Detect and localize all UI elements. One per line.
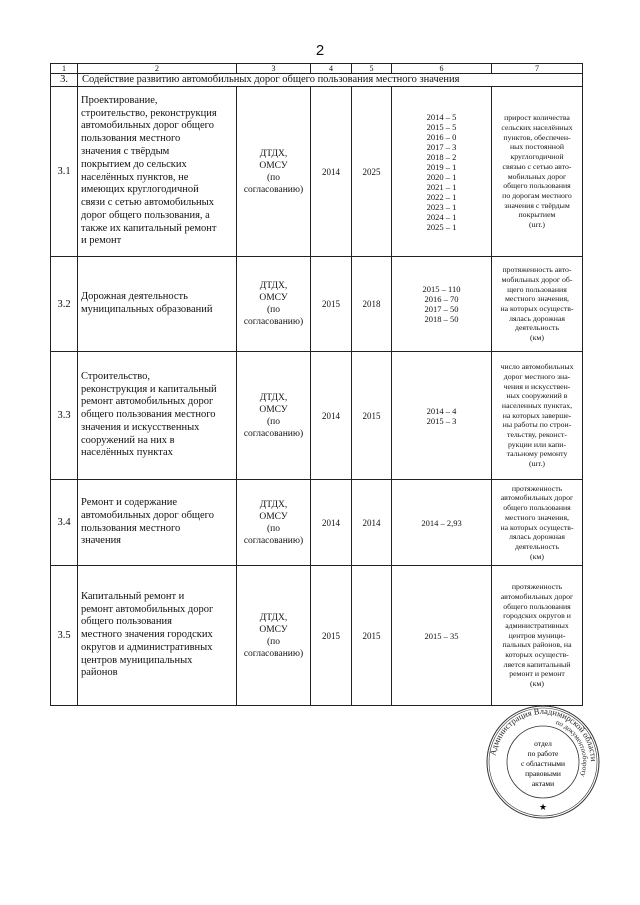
value-line: 2014 – 5 [426, 111, 457, 122]
indicator-line: общего пользования [503, 181, 571, 191]
indicator-line: пунктов, обеспечен- [503, 132, 571, 142]
activity-name-line: значения и искусственных [81, 421, 200, 433]
indicator-line: мобильных дорог об- [501, 274, 573, 284]
indicator-line: на которых осуществ- [500, 304, 574, 313]
activity-name-line: Ремонт и содержание [81, 496, 178, 508]
value-line: 2015 – 110 [422, 284, 461, 294]
start-year: 2015 [311, 566, 352, 706]
activity-name-line: значения [81, 535, 122, 547]
indicator-line: тальному ремонту [506, 449, 568, 459]
activity-name-line: сооружений на них в [81, 434, 175, 446]
value-line: 2018 – 50 [424, 314, 459, 324]
value-line: 2023 – 1 [426, 201, 457, 212]
activity-name-line: центров муниципальных [81, 654, 193, 666]
executor-line: согласованию) [243, 317, 304, 327]
executor-line: ОМСУ [259, 624, 288, 635]
value-line: 2017 – 50 [424, 304, 459, 314]
col-header: 5 [352, 64, 392, 74]
indicator-line: рукции или капи- [507, 439, 567, 449]
activity-name-line: автомобильных дорог общего [81, 120, 214, 132]
activity-name-line: местного значения городских [81, 629, 213, 641]
activity-name-line: Капитальный ремонт и [81, 590, 185, 602]
indicator-line: (км) [530, 679, 544, 689]
activity-name-line: пользования местного [81, 522, 181, 534]
activity-name-line: пользования местного [81, 133, 181, 145]
indicator-line: ремонт и ремонт [509, 669, 565, 679]
end-year: 2018 [352, 257, 392, 352]
indicator-line: прирост количества [504, 113, 570, 123]
stamp-center-line: актами [531, 779, 555, 788]
activity-name [78, 566, 237, 706]
indicator-values [392, 257, 492, 352]
executor-line: ДТДХ, [259, 612, 288, 623]
end-year: 2014 [352, 480, 392, 566]
activity-name-line: округов и административных [81, 641, 213, 653]
indicator-line: (шт.) [529, 459, 545, 469]
activity-name [78, 352, 237, 480]
indicator-line: лялась дорожная [509, 532, 565, 542]
activity-name-line: покрытием до сельских [81, 158, 187, 170]
activity-name-line: значения с твёрдым [81, 145, 170, 157]
executor-line: (по [267, 636, 280, 647]
executor-line: ДТДХ, [259, 499, 288, 510]
value-line: 2025 – 1 [426, 221, 457, 232]
activity-name-line: и ремонт [81, 235, 122, 247]
indicator-line: значения с твёрдым [504, 200, 570, 210]
indicator-line: по дорогам местного [502, 190, 572, 200]
indicator-line: тельству, реконст- [507, 430, 567, 440]
table-row [51, 87, 583, 257]
activity-name-line: районов [81, 667, 118, 679]
activity-name-line: общего пользования местного [81, 409, 216, 421]
indicator-line: ляется капитальный [503, 659, 571, 669]
header-row [51, 64, 583, 74]
executor-line: согласованию) [243, 535, 304, 546]
executor-line: ОМСУ [259, 293, 288, 303]
executor-line: ОМСУ [259, 404, 288, 415]
indicator-line: которых осуществ- [505, 650, 569, 660]
value-line: 2024 – 1 [426, 211, 457, 222]
executor-line: ОМСУ [259, 160, 288, 171]
value-line: 2015 – 3 [426, 415, 457, 426]
value-line: 2021 – 1 [426, 181, 457, 192]
executor-line: ДТДХ, [259, 148, 288, 159]
row-number: 3.1 [51, 87, 78, 257]
value-line: 2015 – 35 [424, 630, 459, 641]
star-icon: ★ [538, 802, 548, 812]
indicator-line: центров муници- [508, 630, 566, 640]
stamp-center-line: правовыми [525, 769, 561, 778]
indicator-description [492, 257, 583, 352]
indicator-line: деятельность [514, 541, 560, 551]
indicator-line: деятельность [514, 323, 560, 333]
program-table [50, 63, 583, 706]
indicator-line: местного значения, [504, 512, 570, 522]
executor [237, 566, 311, 706]
col-header: 2 [78, 64, 237, 74]
activity-name-line: ремонт автомобильных дорог [81, 396, 214, 408]
row-number: 3.5 [51, 566, 78, 706]
activity-name-line: населённых пунктов, не [81, 171, 189, 183]
indicator-values [392, 352, 492, 480]
executor-line: ДТДХ, [259, 392, 288, 403]
value-line: 2017 – 3 [426, 141, 457, 152]
indicator-line: мобильных дорог [507, 171, 567, 181]
indicator-description [492, 352, 583, 480]
activity-name-line: муниципальных образований [81, 304, 213, 315]
col-header: 3 [237, 64, 311, 74]
col-header: 1 [51, 64, 78, 74]
executor-line: (по [267, 172, 280, 183]
row-number: 3.4 [51, 480, 78, 566]
activity-name-line: общего пользования [81, 616, 172, 628]
activity-name-line: Дорожная деятельность [81, 291, 188, 303]
activity-name-line: дорог общего пользования, а [81, 209, 210, 221]
indicator-line: ных сооружений в [506, 391, 568, 401]
executor-line: согласованию) [243, 648, 304, 659]
indicator-line: число автомобильных [500, 362, 574, 372]
activity-name-line: также их капитальный ремонт [81, 222, 217, 234]
indicator-description [492, 480, 583, 566]
indicator-line: общего пользования [503, 601, 571, 611]
stamp-center-line: с областными [520, 759, 566, 768]
end-year: 2015 [352, 352, 392, 480]
stamp-ring-text: Администрация Владимирской области [487, 705, 600, 762]
stamp-center-line: отдел [534, 739, 552, 748]
indicator-line: ных постоянной [509, 142, 565, 152]
table-row [51, 566, 583, 706]
indicator-line: (км) [530, 551, 544, 561]
indicator-line: сельских населённых [501, 122, 573, 132]
row-number: 3.3 [51, 352, 78, 480]
indicator-line: местного значения, [504, 294, 570, 304]
indicator-line: административных [505, 620, 569, 630]
value-line: 2014 – 2,93 [421, 517, 462, 528]
page-number: 2 [315, 42, 325, 59]
indicator-line: автомобильных дорог [500, 591, 574, 601]
executor-line: согласованию) [243, 184, 304, 195]
indicator-line: (км) [530, 333, 544, 343]
activity-name-line: ремонт автомобильных дорог [81, 603, 214, 615]
indicator-line: чения и искусствен- [503, 381, 571, 391]
col-header: 7 [492, 64, 583, 74]
activity-name-line: связи с сетью автомобильных [81, 197, 214, 209]
indicator-line: связью с сетью авто- [502, 161, 572, 171]
indicator-line: (шт.) [529, 220, 545, 230]
value-line: 2015 – 5 [426, 121, 457, 132]
end-year: 2015 [352, 566, 392, 706]
indicator-line: населенных пунктах, [501, 400, 573, 410]
indicator-line: протяженность авто- [502, 265, 572, 275]
indicator-line: на которых осуществ- [500, 522, 574, 532]
executor [237, 87, 311, 257]
indicator-line: автомобильных дорог [500, 493, 574, 503]
indicator-line: городских округов и [503, 611, 571, 621]
indicator-description [492, 566, 583, 706]
value-line: 2019 – 1 [426, 161, 457, 172]
activity-name-line: реконструкция и капитальный [81, 383, 217, 395]
start-year: 2015 [311, 257, 352, 352]
indicator-line: лялась дорожная [509, 313, 565, 323]
activity-name-line: населённых пунктах [81, 447, 173, 459]
indicator-line: общего пользования [503, 503, 571, 513]
indicator-line: пальных районов, на [502, 640, 572, 650]
activity-name-line: Строительство, [81, 370, 150, 382]
indicator-line: протяженность [511, 582, 563, 592]
executor-line: ОМСУ [259, 511, 288, 522]
stamp [483, 702, 603, 822]
activity-name-line: Проектирование, [81, 94, 158, 106]
start-year: 2014 [311, 480, 352, 566]
activity-name-line: имеющих круглогодичной [81, 184, 199, 196]
activity-name [78, 87, 237, 257]
value-line: 2020 – 1 [426, 171, 457, 182]
executor [237, 352, 311, 480]
indicator-line: покрытием [518, 210, 556, 220]
table-row [51, 257, 583, 352]
activity-name-line: автомобильных дорог общего [81, 509, 214, 521]
indicator-values [392, 87, 492, 257]
executor-line: (по [267, 416, 280, 427]
col-header: 4 [311, 64, 352, 74]
activity-name [78, 480, 237, 566]
stamp-center-line: по работе [527, 749, 559, 758]
stamp-ring-text-2: по документообороту [554, 718, 590, 778]
indicator-values [392, 566, 492, 706]
activity-name-line: строительство, реконструкция [81, 107, 217, 119]
start-year: 2014 [311, 352, 352, 480]
value-line: 2022 – 1 [426, 191, 457, 202]
end-year: 2025 [352, 87, 392, 257]
value-line: 2016 – 70 [424, 294, 459, 304]
value-line: 2016 – 0 [426, 131, 457, 142]
indicator-line: протяженность [511, 483, 563, 493]
executor-line: согласованию) [243, 428, 304, 439]
value-line: 2018 – 2 [426, 151, 457, 162]
executor [237, 480, 311, 566]
table-row [51, 480, 583, 566]
section-row [51, 74, 583, 87]
indicator-line: дорог местного зна- [503, 371, 571, 381]
indicator-description [492, 87, 583, 257]
indicator-line: щего пользования [507, 284, 567, 294]
section-title: Содействие развитию автомобильных дорог общего пользования местного значения [78, 74, 583, 87]
row-number: 3.2 [51, 257, 78, 352]
executor-line: (по [267, 305, 280, 315]
executor-line: (по [267, 523, 280, 534]
indicator-values [392, 480, 492, 566]
indicator-line: круглогодичной [510, 152, 564, 162]
col-header: 6 [392, 64, 492, 74]
section-number: 3. [51, 74, 78, 87]
indicator-line: ны работы по строи- [502, 420, 572, 430]
table-row [51, 352, 583, 480]
start-year: 2014 [311, 87, 352, 257]
indicator-line: на которых заверше- [502, 410, 572, 420]
executor [237, 257, 311, 352]
executor-line: ДТДХ, [259, 281, 288, 291]
value-line: 2014 – 4 [426, 405, 457, 416]
activity-name [78, 257, 237, 352]
